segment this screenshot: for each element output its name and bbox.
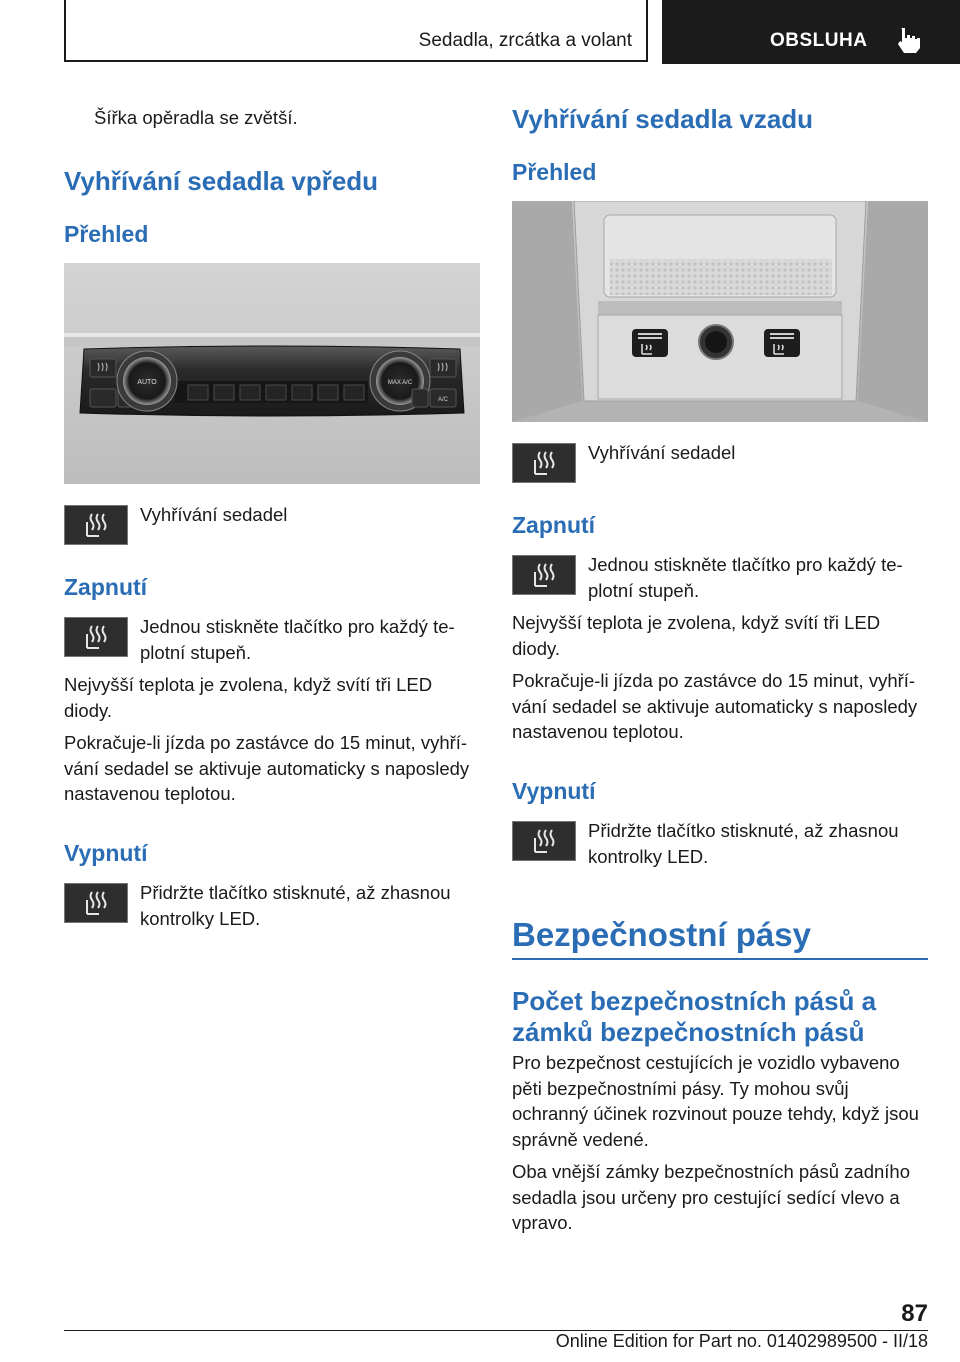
header-section-box [64, 0, 648, 62]
rear-icon-caption: Vyhřívání sedadel [588, 442, 736, 463]
rear-max-text: Nejvyšší teplota je zvolena, když svítí tři LED diody. [512, 612, 881, 659]
front-max-text: Nejvyšší teplota je zvolena, když svítí tři LED diody. [64, 674, 433, 721]
rear-on-text: Jednou stiskněte tlačítko pro každý te- plotní stupeň. [588, 554, 903, 601]
belts-count-heading: Počet bezpečnostních pásů a zámků bezpečnostních pásů [512, 986, 877, 1047]
header-chapter-label: OBSLUHA [770, 30, 868, 51]
rear-on-heading: Zapnutí [512, 512, 596, 538]
intro-text: Šířka opěradla se zvětší. [94, 107, 298, 128]
front-climate-panel-photo [64, 263, 480, 484]
seat-heating-icon [83, 890, 111, 916]
front-on-heading: Zapnutí [64, 574, 148, 600]
rear-off-heading: Vypnutí [512, 778, 596, 804]
belts-text-1: Pro bezpečnost cestujících je vozidlo vybaveno pěti bezpečnostními pásy. Ty mohou svůj ochranný účinek rozvinout pouze tehdy, když jsou správně vedené. [512, 1052, 919, 1150]
rear-console-photo [512, 201, 928, 422]
belts-text-2: Oba vnější zámky bezpečnostních pásů zadního sedadla jsou určeny pro cestující sedící vlevo a vpravo. [512, 1161, 910, 1233]
seat-heating-icon-box [512, 443, 576, 483]
seat-heating-icon-box [64, 505, 128, 545]
front-seat-heating-heading: Vyhřívání sedadla vpředu [64, 166, 379, 196]
header-chapter-tab [662, 0, 960, 64]
rear-continue-text: Pokračuje-li jízda po zastávce do 15 minut, vyhří- vání sedadel se aktivuje automaticky s naposledy nastavenou teplotou. [512, 670, 918, 742]
front-on-text: Jednou stiskněte tlačítko pro každý te- plotní stupeň. [140, 616, 455, 663]
seat-heating-icon-box [512, 555, 576, 595]
front-icon-caption: Vyhřívání sedadel [140, 504, 288, 525]
seat-heating-icon [83, 624, 111, 650]
rear-seat-heating-heading: Vyhřívání sedadla vzadu [512, 104, 814, 134]
seat-heating-icon-box [64, 617, 128, 657]
front-off-text: Přidržte tlačítko stisknuté, až zhasnou kontrolky LED. [140, 882, 451, 929]
seat-belts-rule [512, 958, 928, 960]
page-number: 87 [901, 1300, 928, 1327]
auto-knob-label: AUTO [137, 379, 157, 386]
rear-off-text: Přidržte tlačítko stisknuté, až zhasnou kontrolky LED. [588, 820, 899, 867]
max-knob-label: MAX A/C [387, 380, 413, 386]
front-off-heading: Vypnutí [64, 840, 148, 866]
seat-belts-heading: Bezpečnostní pásy [512, 916, 811, 953]
header-section-title: Sedadla, zrcátka a volant [418, 30, 632, 51]
footer-edition: Online Edition for Part no. 01402989500 - II/18 [555, 1331, 928, 1351]
rear-overview-heading: Přehled [512, 159, 597, 185]
ac-button-label: A/C [437, 397, 449, 403]
seat-heating-icon-box [64, 883, 128, 923]
seat-heating-icon [531, 562, 559, 588]
seat-heating-icon [83, 512, 111, 538]
seat-heating-icon-box [512, 821, 576, 861]
seat-heating-icon [531, 450, 559, 476]
front-overview-heading: Přehled [64, 221, 149, 247]
pointing-hand-icon [895, 26, 921, 54]
seat-heating-icon [531, 828, 559, 854]
front-continue-text: Pokračuje-li jízda po zastávce do 15 minut, vyhří- vání sedadel se aktivuje automaticky s naposledy nastavenou teplotou. [64, 732, 470, 804]
